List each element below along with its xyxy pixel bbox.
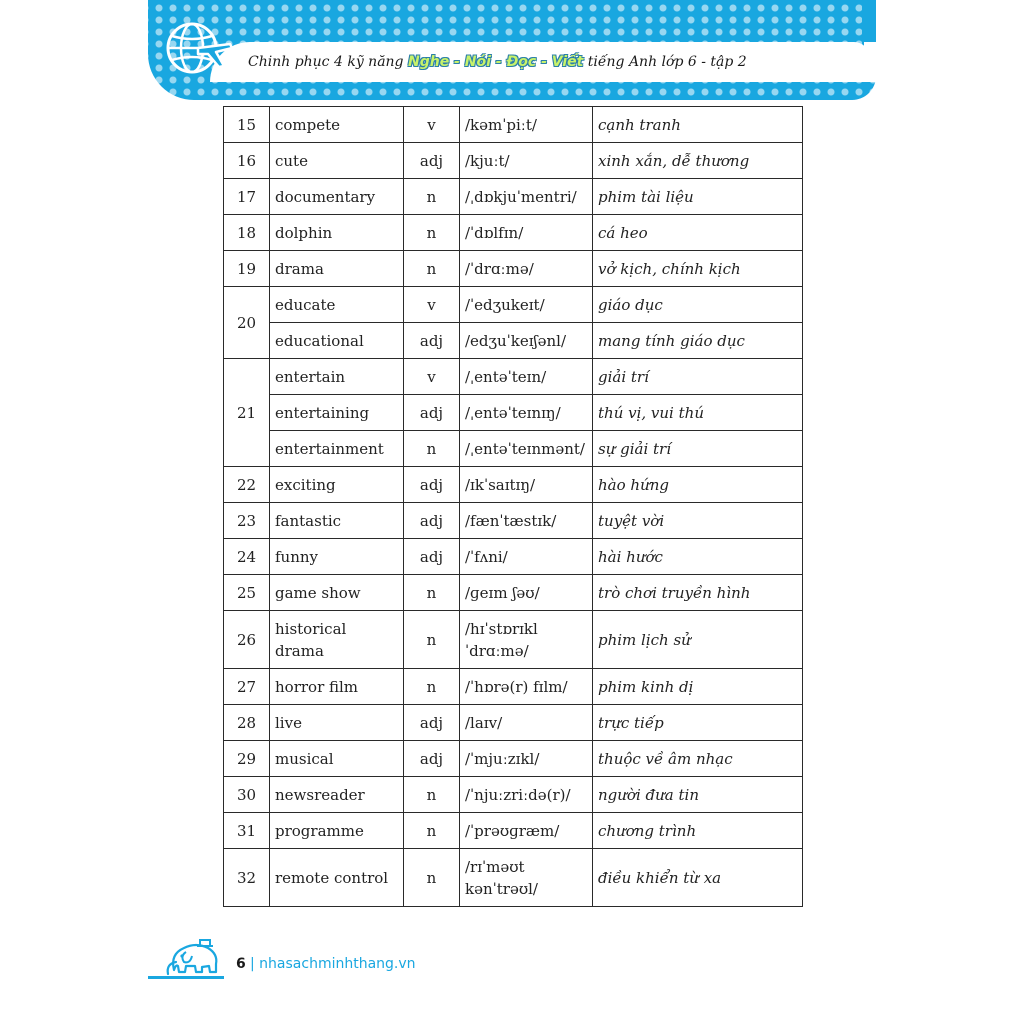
pronunciation: /ˈdrɑːmə/ — [460, 251, 593, 287]
table-row — [224, 539, 803, 575]
table-row — [224, 777, 803, 813]
pronunciation: /laɪv/ — [460, 705, 593, 741]
skill-speaking: Nói — [464, 54, 491, 70]
row-number: 28 — [224, 705, 270, 741]
page-number: 6 — [236, 956, 246, 972]
row-number: 29 — [224, 741, 270, 777]
part-of-speech: n — [404, 179, 460, 215]
part-of-speech: adj — [404, 539, 460, 575]
pronunciation: /ˈhɒrə(r) fɪlm/ — [460, 669, 593, 705]
website-link[interactable]: | nhasachminhthang.vn — [250, 956, 416, 972]
row-number: 17 — [224, 179, 270, 215]
footer-rule — [148, 976, 224, 979]
meaning: giải trí — [593, 359, 803, 395]
meaning: trò chơi truyền hình — [593, 575, 803, 611]
row-number: 31 — [224, 813, 270, 849]
word: newsreader — [270, 777, 404, 813]
table-row — [224, 143, 803, 179]
part-of-speech: n — [404, 575, 460, 611]
table-row — [224, 741, 803, 777]
part-of-speech: n — [404, 431, 460, 467]
skill-reading: Đọc — [506, 54, 537, 70]
row-number: 32 — [224, 849, 270, 907]
table-row — [224, 107, 803, 143]
pronunciation: /ˈprəʊɡræm/ — [460, 813, 593, 849]
vocabulary-table — [223, 106, 803, 907]
word: horror film — [270, 669, 404, 705]
table-row — [224, 705, 803, 741]
pronunciation: /ˌdɒkjuˈmentri/ — [460, 179, 593, 215]
word: historical drama — [270, 611, 404, 669]
word: funny — [270, 539, 404, 575]
skill-writing: Viết — [551, 54, 584, 70]
table-row — [224, 813, 803, 849]
pronunciation: /ɪkˈsaɪtɪŋ/ — [460, 467, 593, 503]
word: fantastic — [270, 503, 404, 539]
word: dolphin — [270, 215, 404, 251]
pronunciation: /edʒuˈkeɪʃənl/ — [460, 323, 593, 359]
meaning: xinh xắn, dễ thương — [593, 143, 803, 179]
table-row — [224, 575, 803, 611]
row-number: 19 — [224, 251, 270, 287]
website-text[interactable]: nhasachminhthang.vn — [259, 956, 416, 972]
meaning: phim tài liệu — [593, 179, 803, 215]
meaning: giáo dục — [593, 287, 803, 323]
part-of-speech: adj — [404, 705, 460, 741]
table-row — [224, 849, 803, 907]
word: documentary — [270, 179, 404, 215]
word: programme — [270, 813, 404, 849]
row-number: 15 — [224, 107, 270, 143]
title-suffix: tiếng Anh lớp 6 - tập 2 — [587, 54, 747, 70]
word: educate — [270, 287, 404, 323]
word: remote control — [270, 849, 404, 907]
table-row — [224, 359, 803, 395]
table-row — [224, 467, 803, 503]
table-row — [224, 251, 803, 287]
word: educational — [270, 323, 404, 359]
part-of-speech: n — [404, 777, 460, 813]
word: compete — [270, 107, 404, 143]
part-of-speech: n — [404, 669, 460, 705]
table-row — [224, 179, 803, 215]
table-row — [224, 287, 803, 323]
pronunciation: /ˈnjuːzriːdə(r)/ — [460, 777, 593, 813]
meaning: mang tính giáo dục — [593, 323, 803, 359]
meaning: hài hước — [593, 539, 803, 575]
part-of-speech: adj — [404, 741, 460, 777]
pronunciation: /ˌentəˈteɪnmənt/ — [460, 431, 593, 467]
part-of-speech: adj — [404, 467, 460, 503]
pronunciation: /hɪˈstɒrɪkl ˈdrɑːmə/ — [460, 611, 593, 669]
row-number: 23 — [224, 503, 270, 539]
table-row — [224, 395, 803, 431]
meaning: cá heo — [593, 215, 803, 251]
meaning: điều khiển từ xa — [593, 849, 803, 907]
row-number: 26 — [224, 611, 270, 669]
table-row — [224, 611, 803, 669]
skill-separator: - — [449, 54, 465, 70]
meaning: cạnh tranh — [593, 107, 803, 143]
table-row — [224, 215, 803, 251]
part-of-speech: n — [404, 215, 460, 251]
meaning: thú vị, vui thú — [593, 395, 803, 431]
row-number: 22 — [224, 467, 270, 503]
row-number: 30 — [224, 777, 270, 813]
pronunciation: /ˈedʒukeɪt/ — [460, 287, 593, 323]
pronunciation: /ɡeɪm ʃəʊ/ — [460, 575, 593, 611]
meaning: thuộc về âm nhạc — [593, 741, 803, 777]
table-row — [224, 323, 803, 359]
row-number: 20 — [224, 287, 270, 359]
word: game show — [270, 575, 404, 611]
word: entertaining — [270, 395, 404, 431]
part-of-speech: n — [404, 813, 460, 849]
row-number: 18 — [224, 215, 270, 251]
part-of-speech: adj — [404, 395, 460, 431]
part-of-speech: n — [404, 849, 460, 907]
word: cute — [270, 143, 404, 179]
part-of-speech: v — [404, 287, 460, 323]
pronunciation: /kjuːt/ — [460, 143, 593, 179]
pronunciation: /fænˈtæstɪk/ — [460, 503, 593, 539]
pronunciation: /rɪˈməʊt kənˈtrəʊl/ — [460, 849, 593, 907]
part-of-speech: adj — [404, 323, 460, 359]
row-number: 21 — [224, 359, 270, 467]
part-of-speech: adj — [404, 503, 460, 539]
meaning: chương trình — [593, 813, 803, 849]
pronunciation: /ˈdɒlfɪn/ — [460, 215, 593, 251]
pronunciation: /ˈfʌni/ — [460, 539, 593, 575]
meaning: tuyệt vời — [593, 503, 803, 539]
skill-listening: Nghe — [407, 54, 450, 70]
row-number: 25 — [224, 575, 270, 611]
row-number: 16 — [224, 143, 270, 179]
part-of-speech: adj — [404, 143, 460, 179]
meaning: người đưa tin — [593, 777, 803, 813]
pronunciation: /ˌentəˈteɪnɪŋ/ — [460, 395, 593, 431]
meaning: hào hứng — [593, 467, 803, 503]
word: entertainment — [270, 431, 404, 467]
word: exciting — [270, 467, 404, 503]
skill-separator: - — [536, 54, 552, 70]
meaning: phim kinh dị — [593, 669, 803, 705]
part-of-speech: n — [404, 251, 460, 287]
meaning: phim lịch sử — [593, 611, 803, 669]
book-title — [248, 50, 848, 74]
meaning: sự giải trí — [593, 431, 803, 467]
word: live — [270, 705, 404, 741]
row-number: 27 — [224, 669, 270, 705]
meaning: trực tiếp — [593, 705, 803, 741]
elephant-mascot-icon — [162, 934, 224, 978]
word: drama — [270, 251, 404, 287]
row-number: 24 — [224, 539, 270, 575]
pronunciation: /ˈmjuːzɪkl/ — [460, 741, 593, 777]
title-prefix: Chinh phục 4 kỹ năng — [248, 54, 404, 70]
word: musical — [270, 741, 404, 777]
skill-separator: - — [490, 54, 507, 70]
globe-airplane-icon — [162, 14, 234, 80]
table-row — [224, 431, 803, 467]
part-of-speech: v — [404, 359, 460, 395]
part-of-speech: n — [404, 611, 460, 669]
word: entertain — [270, 359, 404, 395]
table-row — [224, 503, 803, 539]
pronunciation: /ˌentəˈteɪn/ — [460, 359, 593, 395]
part-of-speech: v — [404, 107, 460, 143]
table-row — [224, 669, 803, 705]
meaning: vở kịch, chính kịch — [593, 251, 803, 287]
pronunciation: /kəmˈpiːt/ — [460, 107, 593, 143]
